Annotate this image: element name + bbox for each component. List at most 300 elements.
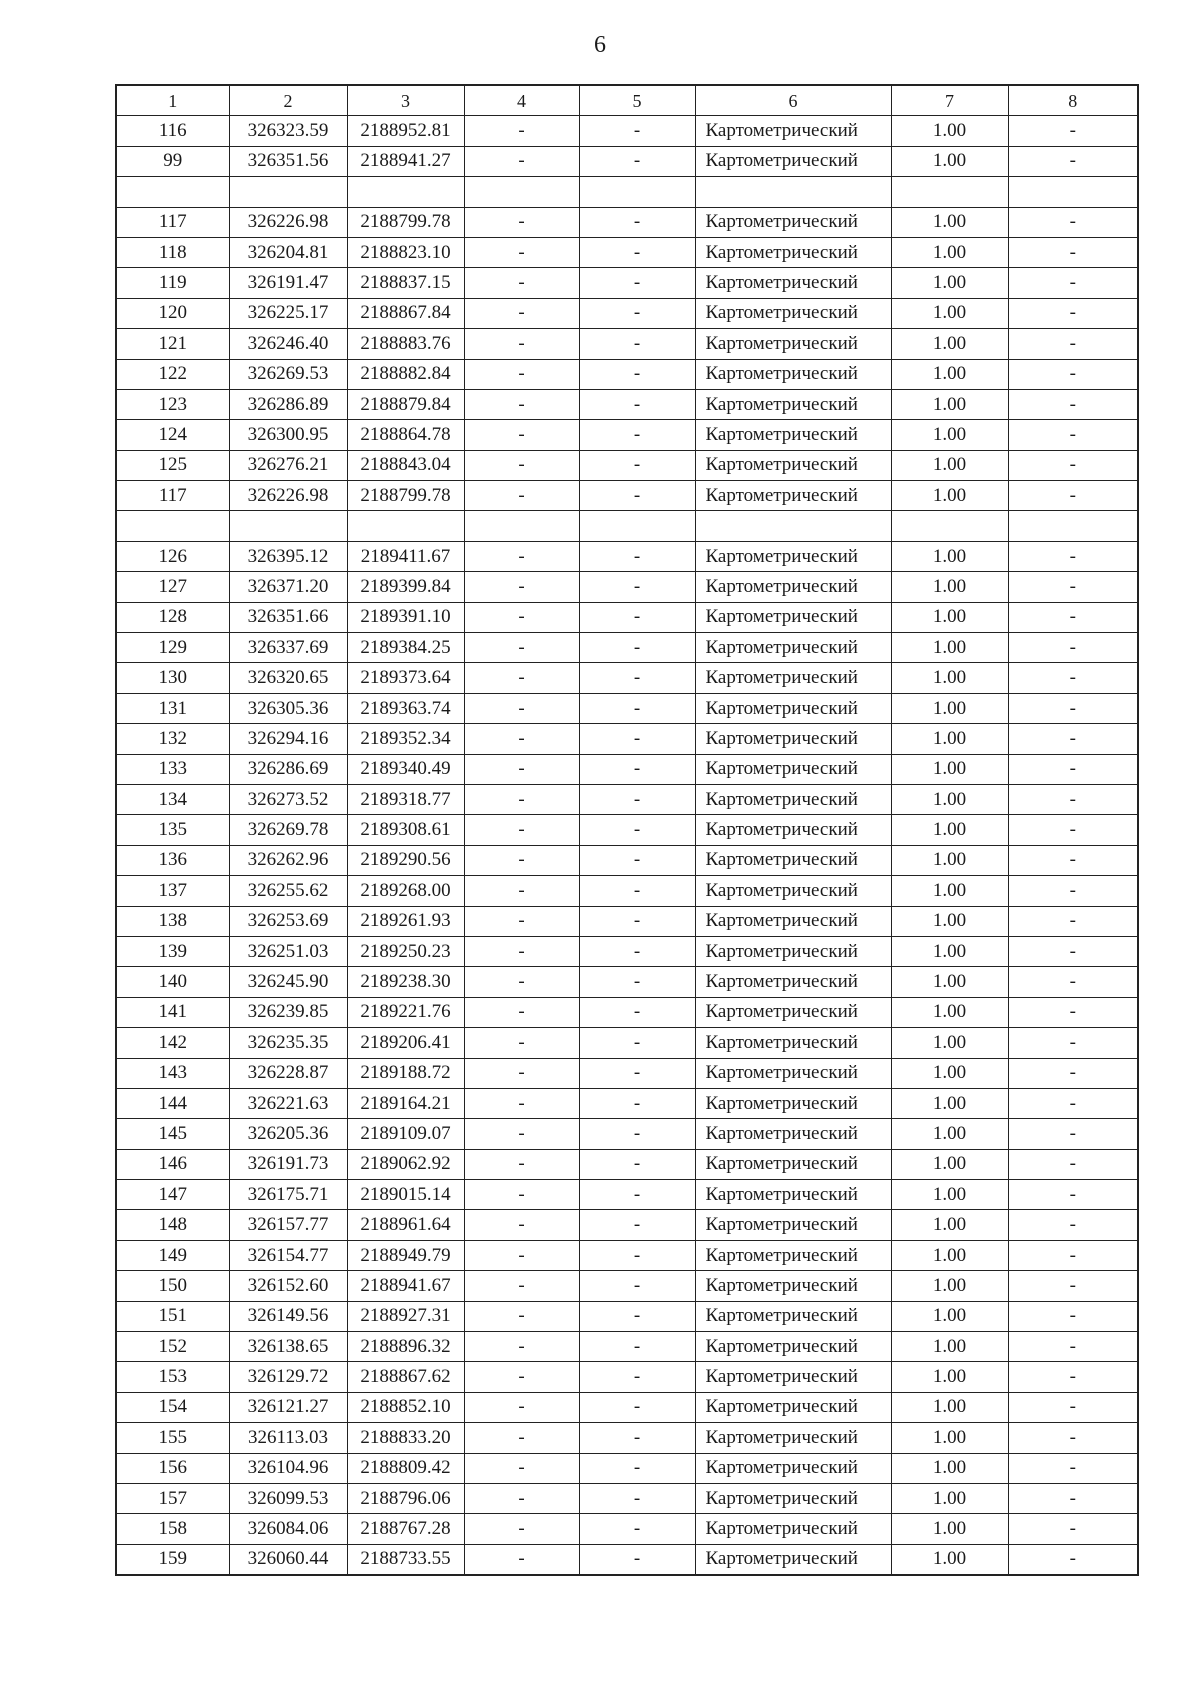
point-number-cell: 140 [116, 967, 229, 997]
accuracy-cell: 1.00 [891, 633, 1008, 663]
accuracy-cell: 1.00 [891, 602, 1008, 632]
point-number-cell: 141 [116, 997, 229, 1027]
col8-cell: - [1008, 602, 1138, 632]
method-cell: Картометрический [695, 754, 891, 784]
y-coordinate-cell: 2189261.93 [347, 906, 464, 936]
accuracy-cell: 1.00 [891, 1028, 1008, 1058]
col8-cell: - [1008, 1210, 1138, 1240]
col8-cell: - [1008, 1423, 1138, 1453]
accuracy-cell: 1.00 [891, 359, 1008, 389]
x-coordinate-cell: 326084.06 [229, 1514, 347, 1544]
accuracy-cell: 1.00 [891, 845, 1008, 875]
method-cell: Картометрический [695, 207, 891, 237]
table-row [116, 1453, 1138, 1483]
x-coordinate-cell: 326225.17 [229, 298, 347, 328]
x-coordinate-cell: 326351.66 [229, 602, 347, 632]
col4-cell: - [464, 845, 579, 875]
accuracy-cell: 1.00 [891, 936, 1008, 966]
col8-cell: - [1008, 1514, 1138, 1544]
accuracy-cell: 1.00 [891, 997, 1008, 1027]
col8-cell: - [1008, 724, 1138, 754]
x-coordinate-cell: 326269.53 [229, 359, 347, 389]
col5-cell [579, 511, 695, 541]
accuracy-cell: 1.00 [891, 207, 1008, 237]
point-number-cell: 145 [116, 1119, 229, 1149]
col8-cell: - [1008, 906, 1138, 936]
col5-cell: - [579, 1058, 695, 1088]
col8-cell: - [1008, 1301, 1138, 1331]
point-number-cell: 144 [116, 1088, 229, 1118]
y-coordinate-cell: 2188883.76 [347, 329, 464, 359]
col8-cell: - [1008, 1362, 1138, 1392]
accuracy-cell: 1.00 [891, 1149, 1008, 1179]
table-row [116, 724, 1138, 754]
col4-cell: - [464, 1362, 579, 1392]
col5-cell: - [579, 784, 695, 814]
method-cell: Картометрический [695, 876, 891, 906]
table-row [116, 1058, 1138, 1088]
y-coordinate-cell: 2188767.28 [347, 1514, 464, 1544]
x-coordinate-cell: 326204.81 [229, 237, 347, 267]
col4-cell: - [464, 359, 579, 389]
method-cell: Картометрический [695, 359, 891, 389]
col8-cell: - [1008, 1180, 1138, 1210]
point-number-cell: 131 [116, 693, 229, 723]
method-cell: Картометрический [695, 997, 891, 1027]
x-coordinate-cell: 326323.59 [229, 116, 347, 146]
col4-cell: - [464, 724, 579, 754]
x-coordinate-cell: 326371.20 [229, 572, 347, 602]
method-cell: Картометрический [695, 1453, 891, 1483]
table-row [116, 450, 1138, 480]
col4-cell: - [464, 906, 579, 936]
table-row [116, 1210, 1138, 1240]
point-number-cell: 153 [116, 1362, 229, 1392]
accuracy-cell: 1.00 [891, 1301, 1008, 1331]
x-coordinate-cell [229, 177, 347, 207]
header-cell: 3 [347, 85, 464, 116]
accuracy-cell: 1.00 [891, 1362, 1008, 1392]
col8-cell: - [1008, 359, 1138, 389]
col5-cell: - [579, 207, 695, 237]
x-coordinate-cell: 326395.12 [229, 541, 347, 571]
col8-cell: - [1008, 784, 1138, 814]
col8-cell: - [1008, 1483, 1138, 1513]
col8-cell: - [1008, 997, 1138, 1027]
col8-cell: - [1008, 876, 1138, 906]
col8-cell: - [1008, 1271, 1138, 1301]
col5-cell: - [579, 815, 695, 845]
method-cell: Картометрический [695, 329, 891, 359]
table-row [116, 1119, 1138, 1149]
x-coordinate-cell: 326255.62 [229, 876, 347, 906]
col5-cell: - [579, 602, 695, 632]
table-row [116, 906, 1138, 936]
method-cell: Картометрический [695, 936, 891, 966]
method-cell: Картометрический [695, 389, 891, 419]
method-cell: Картометрический [695, 602, 891, 632]
table-row [116, 359, 1138, 389]
table-row [116, 845, 1138, 875]
y-coordinate-cell: 2188864.78 [347, 420, 464, 450]
header-cell: 6 [695, 85, 891, 116]
col8-cell: - [1008, 481, 1138, 511]
col4-cell: - [464, 298, 579, 328]
x-coordinate-cell: 326221.63 [229, 1088, 347, 1118]
point-number-cell: 146 [116, 1149, 229, 1179]
y-coordinate-cell: 2189399.84 [347, 572, 464, 602]
table-row [116, 481, 1138, 511]
col8-cell: - [1008, 1058, 1138, 1088]
col4-cell: - [464, 1544, 579, 1575]
method-cell: Картометрический [695, 845, 891, 875]
col4-cell: - [464, 1271, 579, 1301]
x-coordinate-cell: 326235.35 [229, 1028, 347, 1058]
table-row [116, 967, 1138, 997]
x-coordinate-cell: 326228.87 [229, 1058, 347, 1088]
col4-cell [464, 511, 579, 541]
col8-cell: - [1008, 633, 1138, 663]
col5-cell: - [579, 1332, 695, 1362]
point-number-cell: 127 [116, 572, 229, 602]
col8-cell: - [1008, 450, 1138, 480]
point-number-cell: 154 [116, 1392, 229, 1422]
col8-cell: - [1008, 298, 1138, 328]
x-coordinate-cell: 326060.44 [229, 1544, 347, 1575]
method-cell: Картометрический [695, 481, 891, 511]
table-row [116, 754, 1138, 784]
accuracy-cell: 1.00 [891, 754, 1008, 784]
col5-cell: - [579, 572, 695, 602]
point-number-cell: 122 [116, 359, 229, 389]
accuracy-cell: 1.00 [891, 1392, 1008, 1422]
col5-cell: - [579, 693, 695, 723]
col8-cell: - [1008, 1332, 1138, 1362]
y-coordinate-cell: 2188837.15 [347, 268, 464, 298]
x-coordinate-cell: 326191.73 [229, 1149, 347, 1179]
point-number-cell: 119 [116, 268, 229, 298]
x-coordinate-cell: 326305.36 [229, 693, 347, 723]
method-cell: Картометрический [695, 1332, 891, 1362]
table-row [116, 936, 1138, 966]
header-cell: 7 [891, 85, 1008, 116]
page-number: 6 [594, 32, 606, 58]
col8-cell: - [1008, 572, 1138, 602]
col4-cell: - [464, 268, 579, 298]
point-number-cell: 120 [116, 298, 229, 328]
method-cell: Картометрический [695, 572, 891, 602]
col5-cell: - [579, 845, 695, 875]
col8-cell: - [1008, 1149, 1138, 1179]
y-coordinate-cell: 2188961.64 [347, 1210, 464, 1240]
table-row [116, 1149, 1138, 1179]
y-coordinate-cell: 2188867.84 [347, 298, 464, 328]
accuracy-cell: 1.00 [891, 1119, 1008, 1149]
x-coordinate-cell: 326157.77 [229, 1210, 347, 1240]
x-coordinate-cell: 326286.89 [229, 389, 347, 419]
point-number-cell: 152 [116, 1332, 229, 1362]
col5-cell: - [579, 1362, 695, 1392]
x-coordinate-cell: 326226.98 [229, 207, 347, 237]
method-cell: Картометрический [695, 1149, 891, 1179]
accuracy-cell: 1.00 [891, 1058, 1008, 1088]
table-row [116, 693, 1138, 723]
y-coordinate-cell: 2188733.55 [347, 1544, 464, 1575]
y-coordinate-cell: 2188896.32 [347, 1332, 464, 1362]
col8-cell: - [1008, 420, 1138, 450]
x-coordinate-cell: 326154.77 [229, 1240, 347, 1270]
accuracy-cell: 1.00 [891, 663, 1008, 693]
x-coordinate-cell: 326113.03 [229, 1423, 347, 1453]
x-coordinate-cell: 326191.47 [229, 268, 347, 298]
method-cell: Картометрический [695, 1240, 891, 1270]
point-number-cell: 118 [116, 237, 229, 267]
y-coordinate-cell: 2189188.72 [347, 1058, 464, 1088]
table-row [116, 997, 1138, 1027]
col4-cell: - [464, 1149, 579, 1179]
method-cell: Картометрический [695, 1301, 891, 1331]
method-cell: Картометрический [695, 1058, 891, 1088]
table-row [116, 420, 1138, 450]
accuracy-cell: 1.00 [891, 815, 1008, 845]
table-row [116, 389, 1138, 419]
accuracy-cell: 1.00 [891, 237, 1008, 267]
col4-cell: - [464, 754, 579, 784]
col8-cell: - [1008, 146, 1138, 176]
point-number-cell: 126 [116, 541, 229, 571]
x-coordinate-cell: 326239.85 [229, 997, 347, 1027]
method-cell: Картометрический [695, 906, 891, 936]
x-coordinate-cell: 326273.52 [229, 784, 347, 814]
method-cell [695, 511, 891, 541]
col8-cell: - [1008, 936, 1138, 966]
y-coordinate-cell: 2189308.61 [347, 815, 464, 845]
table-row [116, 207, 1138, 237]
col5-cell: - [579, 481, 695, 511]
method-cell: Картометрический [695, 784, 891, 814]
col4-cell: - [464, 1058, 579, 1088]
y-coordinate-cell [347, 177, 464, 207]
method-cell: Картометрический [695, 633, 891, 663]
y-coordinate-cell: 2189238.30 [347, 967, 464, 997]
col5-cell: - [579, 1483, 695, 1513]
y-coordinate-cell: 2189221.76 [347, 997, 464, 1027]
method-cell: Картометрический [695, 1271, 891, 1301]
col8-cell: - [1008, 967, 1138, 997]
point-number-cell: 117 [116, 481, 229, 511]
point-number-cell: 142 [116, 1028, 229, 1058]
col4-cell: - [464, 146, 579, 176]
x-coordinate-cell: 326104.96 [229, 1453, 347, 1483]
table-row [116, 784, 1138, 814]
y-coordinate-cell: 2188867.62 [347, 1362, 464, 1392]
col4-cell: - [464, 237, 579, 267]
y-coordinate-cell: 2188882.84 [347, 359, 464, 389]
y-coordinate-cell: 2189363.74 [347, 693, 464, 723]
table-spacer-row [116, 511, 1138, 541]
col5-cell: - [579, 329, 695, 359]
header-cell: 5 [579, 85, 695, 116]
point-number-cell: 150 [116, 1271, 229, 1301]
col5-cell: - [579, 1514, 695, 1544]
y-coordinate-cell: 2188796.06 [347, 1483, 464, 1513]
x-coordinate-cell: 326245.90 [229, 967, 347, 997]
method-cell: Картометрический [695, 298, 891, 328]
method-cell: Картометрический [695, 693, 891, 723]
col8-cell: - [1008, 116, 1138, 146]
method-cell: Картометрический [695, 541, 891, 571]
col4-cell: - [464, 116, 579, 146]
col5-cell: - [579, 1180, 695, 1210]
col5-cell: - [579, 450, 695, 480]
header-cell: 8 [1008, 85, 1138, 116]
col8-cell: - [1008, 1119, 1138, 1149]
accuracy-cell: 1.00 [891, 329, 1008, 359]
point-number-cell [116, 511, 229, 541]
point-number-cell: 148 [116, 1210, 229, 1240]
x-coordinate-cell [229, 511, 347, 541]
col5-cell: - [579, 1301, 695, 1331]
col4-cell: - [464, 481, 579, 511]
col4-cell: - [464, 1514, 579, 1544]
col8-cell: - [1008, 815, 1138, 845]
method-cell: Картометрический [695, 1362, 891, 1392]
method-cell: Картометрический [695, 1088, 891, 1118]
col8-cell: - [1008, 693, 1138, 723]
x-coordinate-cell: 326138.65 [229, 1332, 347, 1362]
y-coordinate-cell: 2189062.92 [347, 1149, 464, 1179]
col4-cell: - [464, 1210, 579, 1240]
y-coordinate-cell [347, 511, 464, 541]
col8-cell: - [1008, 1088, 1138, 1118]
point-number-cell [116, 177, 229, 207]
point-number-cell: 121 [116, 329, 229, 359]
accuracy-cell: 1.00 [891, 420, 1008, 450]
y-coordinate-cell: 2189318.77 [347, 784, 464, 814]
x-coordinate-cell: 326253.69 [229, 906, 347, 936]
col4-cell: - [464, 1180, 579, 1210]
col8-cell: - [1008, 845, 1138, 875]
col4-cell: - [464, 389, 579, 419]
method-cell: Картометрический [695, 1392, 891, 1422]
y-coordinate-cell: 2188852.10 [347, 1392, 464, 1422]
col4-cell: - [464, 1332, 579, 1362]
point-number-cell: 149 [116, 1240, 229, 1270]
method-cell: Картометрический [695, 967, 891, 997]
table-body [116, 85, 1138, 1575]
col5-cell: - [579, 724, 695, 754]
accuracy-cell: 1.00 [891, 693, 1008, 723]
accuracy-cell: 1.00 [891, 1453, 1008, 1483]
method-cell: Картометрический [695, 724, 891, 754]
accuracy-cell: 1.00 [891, 1332, 1008, 1362]
point-number-cell: 157 [116, 1483, 229, 1513]
method-cell [695, 177, 891, 207]
header-cell: 4 [464, 85, 579, 116]
point-number-cell: 147 [116, 1180, 229, 1210]
table-row [116, 146, 1138, 176]
y-coordinate-cell: 2188941.67 [347, 1271, 464, 1301]
y-coordinate-cell: 2189290.56 [347, 845, 464, 875]
table-row [116, 876, 1138, 906]
point-number-cell: 159 [116, 1544, 229, 1575]
col4-cell: - [464, 541, 579, 571]
col5-cell: - [579, 1453, 695, 1483]
col5-cell: - [579, 1028, 695, 1058]
y-coordinate-cell: 2189109.07 [347, 1119, 464, 1149]
point-number-cell: 136 [116, 845, 229, 875]
point-number-cell: 130 [116, 663, 229, 693]
x-coordinate-cell: 326294.16 [229, 724, 347, 754]
x-coordinate-cell: 326099.53 [229, 1483, 347, 1513]
point-number-cell: 151 [116, 1301, 229, 1331]
col5-cell: - [579, 389, 695, 419]
col4-cell: - [464, 420, 579, 450]
col4-cell: - [464, 663, 579, 693]
table-row [116, 602, 1138, 632]
y-coordinate-cell: 2188879.84 [347, 389, 464, 419]
col4-cell: - [464, 450, 579, 480]
y-coordinate-cell: 2188799.78 [347, 481, 464, 511]
table-header-row [116, 85, 1138, 116]
point-number-cell: 124 [116, 420, 229, 450]
table-row [116, 1180, 1138, 1210]
col8-cell: - [1008, 329, 1138, 359]
col8-cell: - [1008, 1028, 1138, 1058]
table-row [116, 116, 1138, 146]
accuracy-cell: 1.00 [891, 906, 1008, 936]
point-number-cell: 132 [116, 724, 229, 754]
col5-cell: - [579, 268, 695, 298]
table-row [116, 1332, 1138, 1362]
col5-cell: - [579, 1423, 695, 1453]
col5-cell: - [579, 359, 695, 389]
accuracy-cell: 1.00 [891, 876, 1008, 906]
table-row [116, 1483, 1138, 1513]
col5-cell: - [579, 420, 695, 450]
method-cell: Картометрический [695, 815, 891, 845]
col4-cell: - [464, 815, 579, 845]
y-coordinate-cell: 2189015.14 [347, 1180, 464, 1210]
col5-cell: - [579, 997, 695, 1027]
accuracy-cell: 1.00 [891, 967, 1008, 997]
col8-cell: - [1008, 207, 1138, 237]
method-cell: Картометрический [695, 146, 891, 176]
col5-cell: - [579, 298, 695, 328]
method-cell: Картометрический [695, 1514, 891, 1544]
col5-cell [579, 177, 695, 207]
col4-cell: - [464, 1392, 579, 1422]
col8-cell: - [1008, 663, 1138, 693]
point-number-cell: 128 [116, 602, 229, 632]
table-row [116, 1514, 1138, 1544]
header-cell: 2 [229, 85, 347, 116]
col5-cell: - [579, 541, 695, 571]
col4-cell: - [464, 1301, 579, 1331]
y-coordinate-cell: 2189373.64 [347, 663, 464, 693]
x-coordinate-cell: 326152.60 [229, 1271, 347, 1301]
point-number-cell: 116 [116, 116, 229, 146]
accuracy-cell: 1.00 [891, 481, 1008, 511]
method-cell: Картометрический [695, 450, 891, 480]
table-row [116, 329, 1138, 359]
col5-cell: - [579, 906, 695, 936]
point-number-cell: 138 [116, 906, 229, 936]
point-number-cell: 129 [116, 633, 229, 663]
col5-cell: - [579, 936, 695, 966]
y-coordinate-cell: 2188823.10 [347, 237, 464, 267]
col4-cell: - [464, 1423, 579, 1453]
